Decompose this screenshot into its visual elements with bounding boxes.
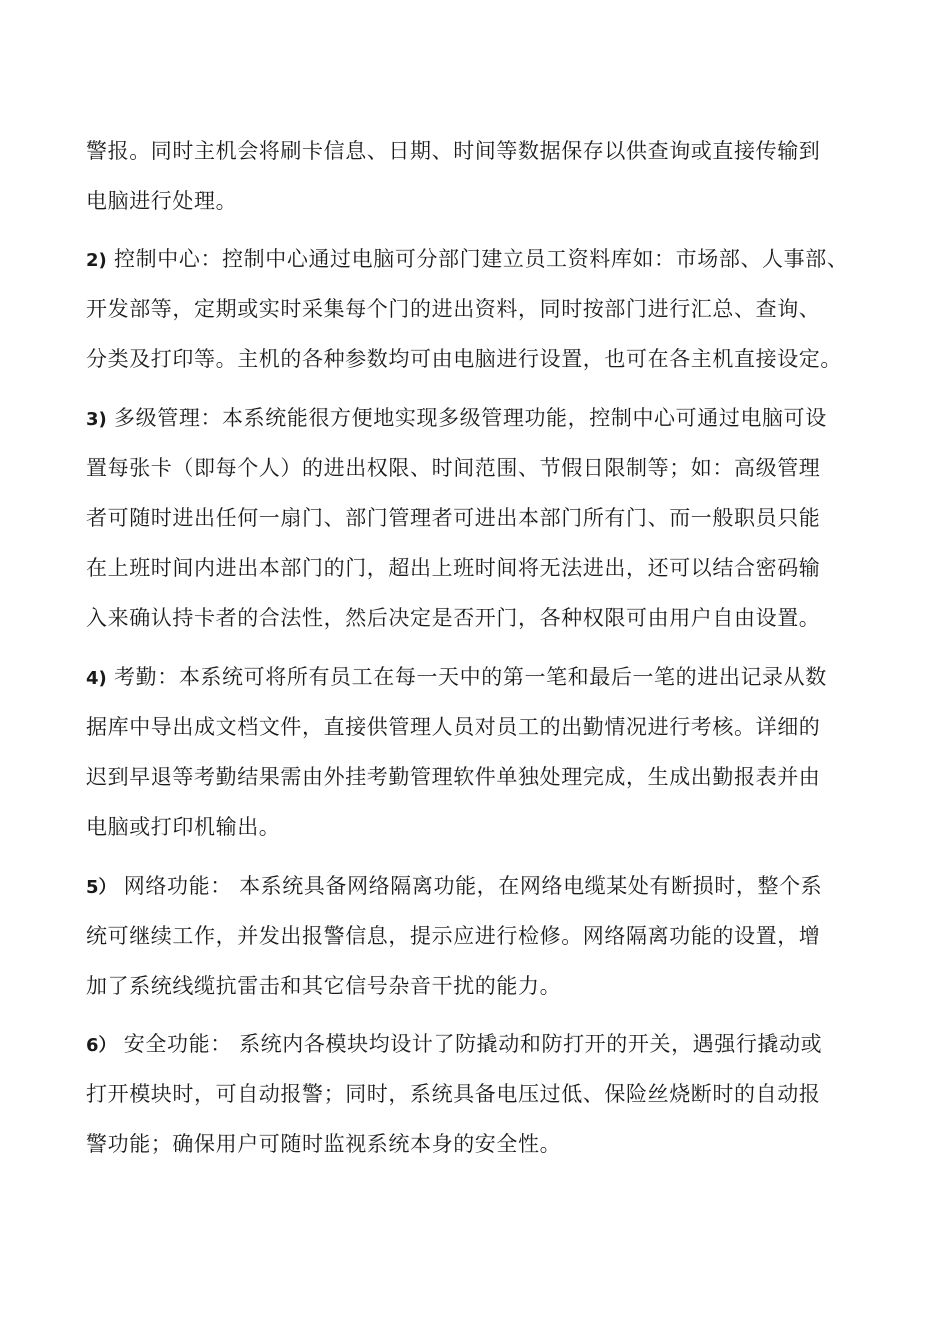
paragraph-3-line-3: 者可随时进出任何一扇门、部门管理者可进出本部门所有门、而一般职员只能 (86, 506, 821, 530)
paragraph-5-line-2: 统可继续工作，并发出报警信息，提示应进行检修。网络隔离功能的设置，增 (86, 924, 821, 948)
paragraph-4-line-4: 电脑或打印机输出。 (86, 815, 281, 839)
paragraph-2-line-3: 分类及打印等。主机的各种参数均可由电脑进行设置，也可在各主机直接设定。 (86, 347, 842, 371)
item-number: 2) (86, 250, 107, 271)
paragraph-3-line-5: 入来确认持卡者的合法性，然后决定是否开门，各种权限可由用户自由设置。 (86, 606, 821, 630)
paragraph-3-line-4: 在上班时间内进出本部门的门，超出上班时间将无法进出，还可以结合密码输 (86, 556, 821, 580)
paragraph-3-line-2: 置每张卡（即每个人）的进出权限、时间范围、节假日限制等；如：高级管理 (86, 456, 821, 480)
paragraph-4-line-3: 迟到早退等考勤结果需由外挂考勤管理软件单独处理完成，生成出勤报表并由 (86, 765, 821, 789)
item-number: 6） (86, 1035, 117, 1056)
paragraph-4-line-1: 4) 考勤：本系统可将所有员工在每一天中的第一笔和最后一笔的进出记录从数 (86, 665, 827, 689)
item-number: 5） (86, 877, 117, 898)
paragraph-2-line-2: 开发部等，定期或实时采集每个门的进出资料，同时按部门进行汇总、查询、 (86, 297, 821, 321)
paragraph-6-line-3: 警功能；确保用户可随时监视系统本身的安全性。 (86, 1132, 562, 1156)
paragraph-6-line-1: 6） 安全功能： 系统内各模块均设计了防撬动和防打开的开关，遇强行撬动或 (86, 1032, 823, 1056)
paragraph-5-line-1: 5） 网络功能： 本系统具备网络隔离功能，在网络电缆某处有断损时，整个系 (86, 874, 823, 898)
paragraph-1-line-2: 电脑进行处理。 (86, 189, 238, 213)
paragraph-4-line-2: 据库中导出成文档文件，直接供管理人员对员工的出勤情况进行考核。详细的 (86, 715, 821, 739)
paragraph-5-line-3: 加了系统线缆抗雷击和其它信号杂音干扰的能力。 (86, 974, 562, 998)
paragraph-2-line-1: 2) 控制中心：控制中心通过电脑可分部门建立员工资料库如：市场部、人事部、 (86, 247, 849, 271)
item-number: 3) (86, 409, 107, 430)
paragraph-1-line-1: 警报。同时主机会将刷卡信息、日期、时间等数据保存以供查询或直接传输到 (86, 139, 821, 163)
paragraph-6-line-2: 打开模块时，可自动报警；同时，系统具备电压过低、保险丝烧断时的自动报 (86, 1082, 821, 1106)
paragraph-3-line-1: 3) 多级管理：本系统能很方便地实现多级管理功能，控制中心可通过电脑可设 (86, 406, 827, 430)
item-number: 4) (86, 668, 107, 689)
